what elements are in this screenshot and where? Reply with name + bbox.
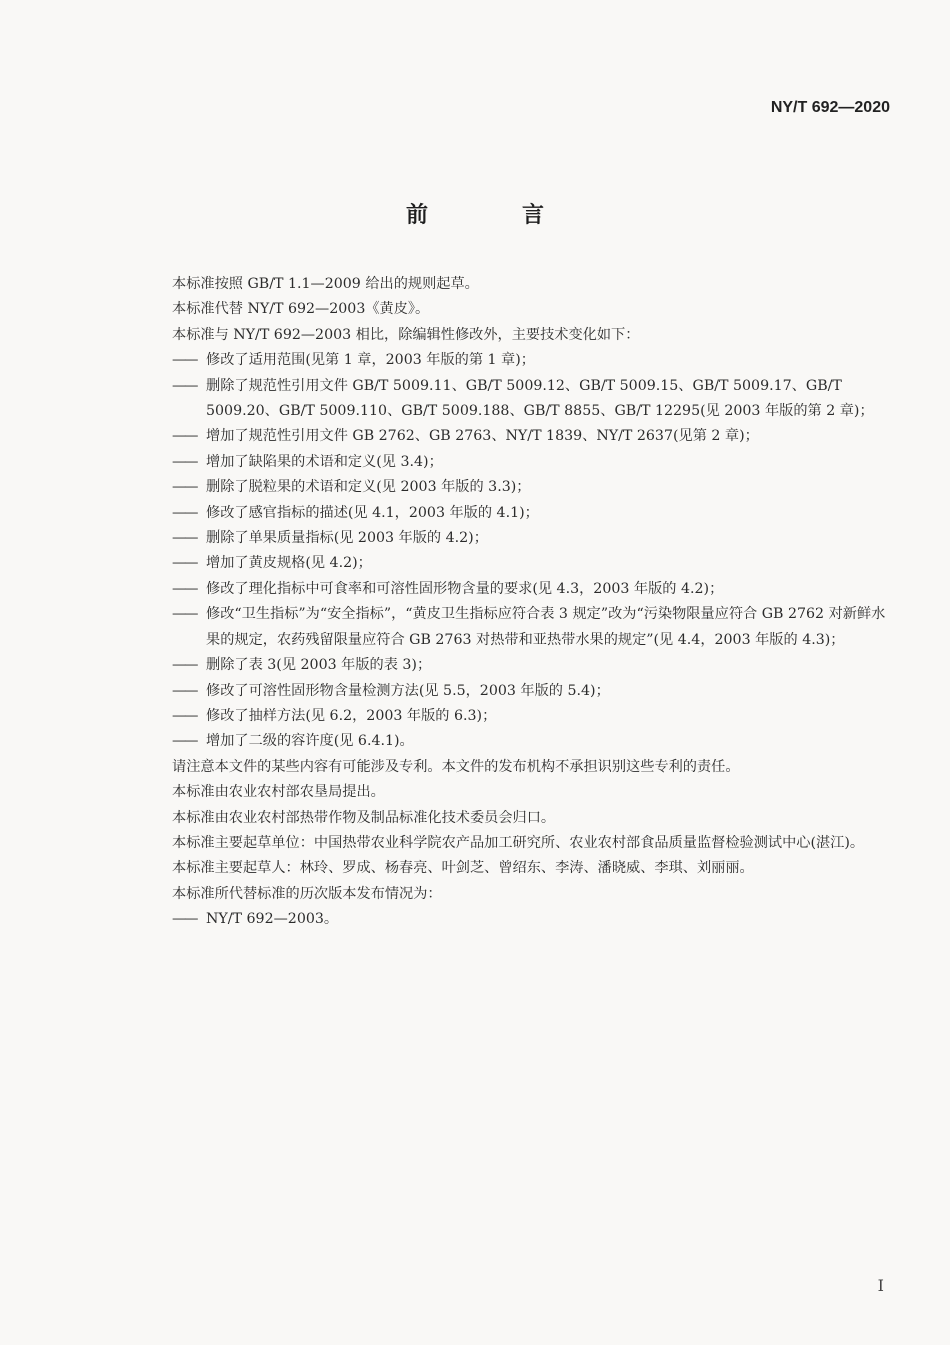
dash-marker: —— — [172, 555, 197, 572]
list-item-text: 删除了规范性引用文件 GB/T 5009.11、GB/T 5009.12、GB/T 5009.15、GB/T 5009.17、GB/T 5009.20、GB/T 5009.110、GB/T 5009.188、GB/T 8855、GB/T 12295(见 2003 年版的第 2 章)； — [206, 377, 874, 420]
list-item-text: 修改了可溶性固形物含量检测方法(见 5.5，2003 年版的 5.4)； — [206, 682, 610, 699]
list-item — [172, 602, 894, 653]
dash-marker: —— — [172, 707, 197, 724]
list-item-text: 增加了缺陷果的术语和定义(见 3.4)； — [206, 453, 443, 470]
list-item — [172, 653, 894, 678]
list-item — [172, 501, 894, 526]
dash-marker: —— — [172, 911, 197, 928]
intro-line: 本标准代替 NY/T 692—2003《黄皮》。 — [172, 301, 430, 318]
dash-marker: —— — [172, 428, 197, 445]
page-title: 前 言 — [405, 202, 580, 228]
list-item-text: 增加了二级的容许度(见 6.4.1)。 — [206, 733, 414, 750]
list-item-text: 修改了理化指标中可食率和可溶性固形物含量的要求(见 4.3，2003 年版的 4.2)； — [206, 580, 724, 597]
list-item — [172, 450, 894, 475]
list-item — [172, 907, 894, 932]
dash-marker: —— — [172, 352, 197, 369]
standard-code: NY/T 692—2020 — [770, 99, 890, 116]
dash-marker: —— — [172, 733, 197, 750]
list-item — [172, 475, 894, 500]
list-item — [172, 348, 894, 373]
list-item — [172, 424, 894, 449]
list-item-text: 修改了抽样方法(见 6.2，2003 年版的 6.3)； — [206, 707, 497, 724]
list-item-text: 删除了脱粒果的术语和定义(见 2003 年版的 3.3)； — [206, 479, 531, 496]
dash-marker: —— — [172, 530, 197, 547]
dash-marker: —— — [172, 479, 197, 496]
dash-marker: —— — [172, 657, 197, 674]
dash-marker: —— — [172, 580, 197, 597]
note-line: 本标准由农业农村部热带作物及制品标准化技术委员会归口。 — [172, 809, 556, 826]
list-item-text: 修改“卫生指标”为“安全指标”，“黄皮卫生指标应符合表 3 规定”改为“污染物限量应符合 GB 2762 对新鲜水果的规定，农药残留限量应符合 GB 2763 对热带和亚热带水果的规定”(见 4.4，2003 年版的 4.3)； — [206, 606, 886, 648]
list-item-text: 修改了适用范围(见第 1 章，2003 年版的第 1 章)； — [206, 352, 535, 369]
list-item — [172, 526, 894, 551]
dash-marker: —— — [172, 606, 197, 623]
dash-marker: —— — [172, 377, 197, 394]
list-item-text: 增加了黄皮规格(见 4.2)； — [206, 555, 372, 572]
note-line: 请注意本文件的某些内容有可能涉及专利。本文件的发布机构不承担识别这些专利的责任。 — [172, 758, 740, 775]
list-item-text: 增加了规范性引用文件 GB 2762、GB 2763、NY/T 1839、NY/T 2637(见第 2 章)； — [206, 428, 759, 445]
list-item — [172, 704, 894, 729]
list-item-text: NY/T 692—2003。 — [206, 911, 339, 928]
list-item — [172, 551, 894, 576]
document-body — [172, 272, 894, 933]
note-line: 本标准由农业农村部农垦局提出。 — [172, 784, 385, 801]
list-item — [172, 577, 894, 602]
dash-marker: —— — [172, 453, 197, 470]
note-line: 本标准所代替标准的历次版本发布情况为： — [172, 885, 442, 902]
list-item-text: 删除了表 3(见 2003 年版的表 3)； — [206, 657, 432, 674]
dash-marker: —— — [172, 682, 197, 699]
list-item — [172, 679, 894, 704]
list-item — [172, 729, 894, 754]
intro-line: 本标准与 NY/T 692—2003 相比，除编辑性修改外，主要技术变化如下： — [172, 326, 640, 343]
page-number: I — [877, 1276, 884, 1295]
note-paragraph: 本标准主要起草单位：中国热带农业科学院农产品加工研究所、农业农村部食品质量监督检验测试中心(湛江)。 — [172, 834, 865, 851]
list-item-text: 删除了单果质量指标(见 2003 年版的 4.2)； — [206, 530, 488, 547]
dash-marker: —— — [172, 504, 197, 521]
list-item — [172, 374, 894, 425]
note-line: 本标准主要起草人：林玲、罗成、杨春亮、叶剑芝、曾绍东、李涛、潘晓威、李琪、刘丽丽。 — [172, 860, 754, 877]
list-item-text: 修改了感官指标的描述(见 4.1，2003 年版的 4.1)； — [206, 504, 539, 521]
intro-line: 本标准按照 GB/T 1.1—2009 给出的规则起草。 — [172, 276, 479, 292]
